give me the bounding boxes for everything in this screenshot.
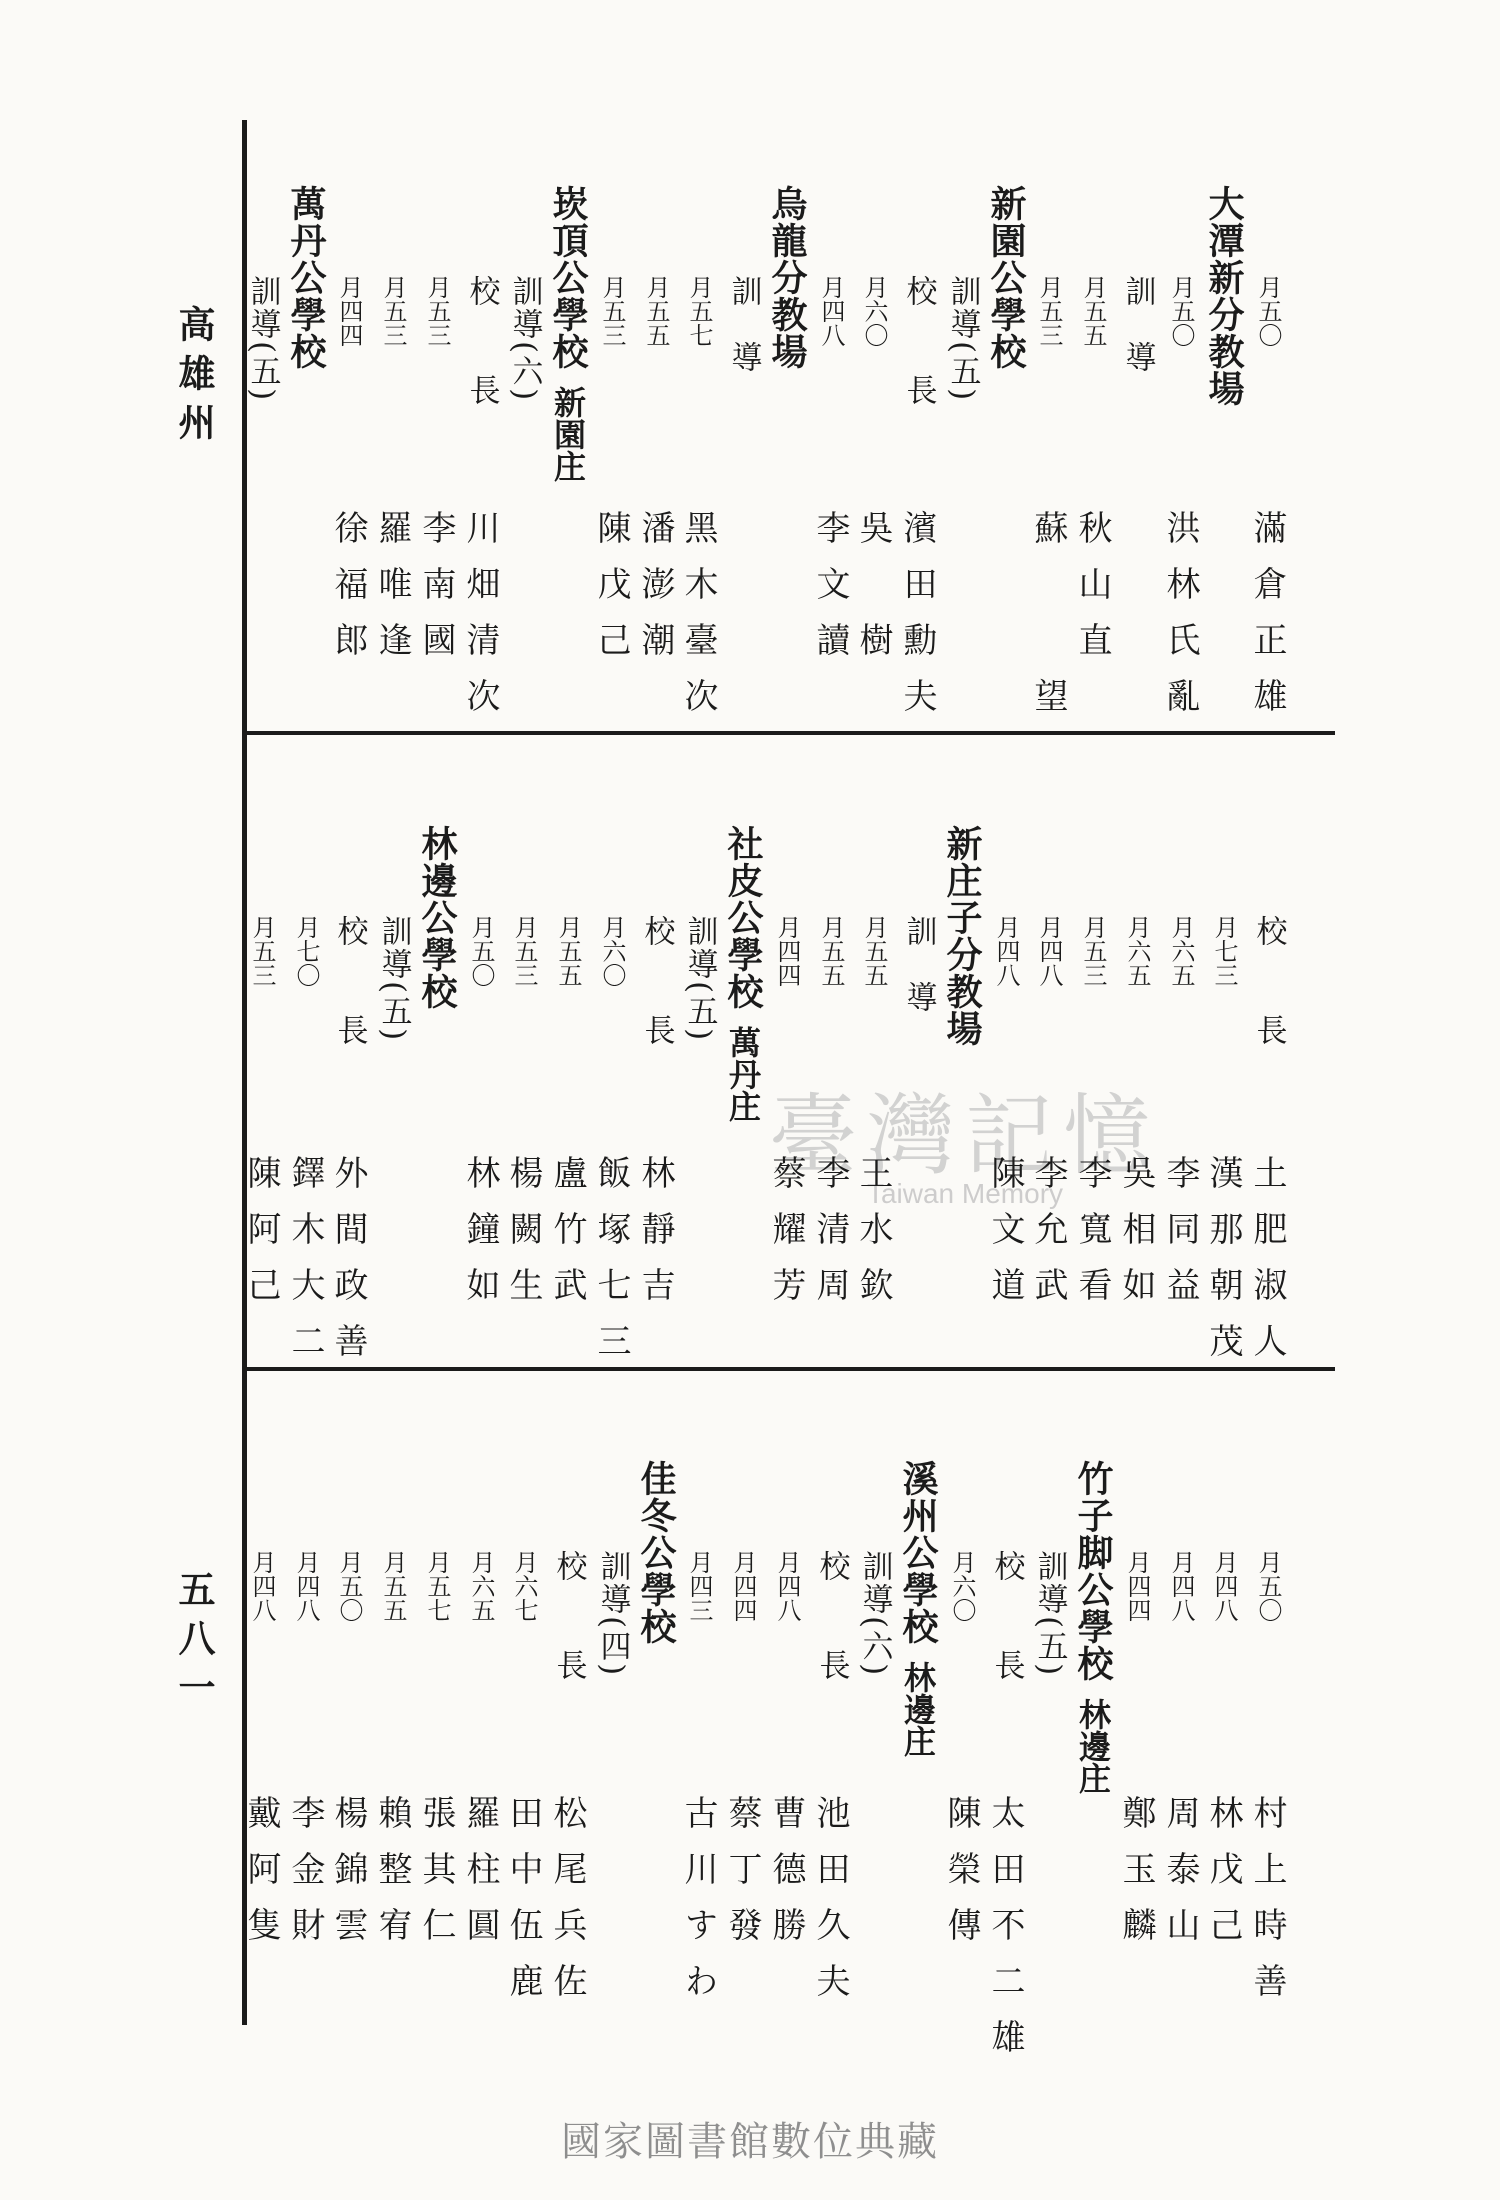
person-name: 松尾兵佐	[547, 1795, 587, 2019]
month-mark: 月四八	[248, 1550, 276, 1622]
entry-column	[1114, 825, 1160, 987]
entry-column	[808, 825, 854, 987]
entry-column	[983, 185, 1029, 370]
place-name: 萬丹庄	[724, 1026, 762, 1122]
school-name: 新園公學校	[985, 185, 1027, 370]
entry-column	[501, 825, 547, 987]
person-name: 李清周	[810, 1155, 850, 1323]
person-name: 陳阿己	[241, 1155, 281, 1323]
month-mark: 月五五	[860, 915, 888, 987]
entry-column	[808, 1460, 854, 1682]
month-mark: 月六五	[1123, 915, 1151, 987]
person-name: 陳戊己	[591, 510, 631, 678]
entry-column	[676, 185, 722, 347]
school-name: 社皮公學校	[722, 825, 764, 1010]
person-name: 羅唯逢	[372, 510, 412, 678]
month-mark: 月五〇	[467, 915, 495, 987]
person-name: 村上時善	[1247, 1795, 1287, 2019]
entry-column	[370, 825, 416, 1042]
entry-column	[283, 1460, 329, 1622]
school-name: 溪州公學校	[897, 1460, 939, 1645]
entry-column	[326, 825, 372, 1047]
month-mark: 月四八	[292, 1550, 320, 1622]
month-mark: 月六〇	[948, 1550, 976, 1622]
month-mark: 月七〇	[292, 915, 320, 987]
entry-column	[720, 825, 766, 1122]
school-name: 林邊公學校	[416, 825, 458, 1010]
entry-column	[895, 825, 941, 1014]
entry-column	[764, 825, 810, 987]
watermark-zh: 臺灣記憶	[768, 1084, 1161, 1187]
month-mark: 月五三	[510, 915, 538, 987]
entry-column	[1245, 825, 1291, 1047]
role-label: 校 長	[1250, 915, 1287, 1047]
entry-column	[370, 1460, 416, 1622]
person-name: 古川すわ	[678, 1795, 718, 2019]
entry-column	[589, 1460, 635, 1677]
school-name: 烏龍分教場	[766, 185, 808, 370]
entry-column	[501, 185, 547, 402]
month-mark: 月五五	[642, 275, 670, 347]
entry-column	[1026, 825, 1072, 987]
entry-column	[895, 1460, 941, 1757]
person-name: 陳文道	[985, 1155, 1025, 1323]
entry-column	[414, 1460, 460, 1622]
entry-column	[1245, 185, 1291, 347]
month-mark: 月四三	[685, 1550, 713, 1622]
role-label: 訓導(六)	[506, 275, 543, 403]
entry-column	[1201, 185, 1247, 407]
entry-column	[633, 185, 679, 347]
person-name: 賴整宥	[372, 1795, 412, 1963]
person-name: 蔡耀芳	[766, 1155, 806, 1323]
person-name: 漢那朝茂	[1203, 1155, 1243, 1379]
entry-column	[458, 825, 504, 987]
person-name: 李文讀	[810, 510, 850, 678]
month-mark: 月五五	[1079, 275, 1107, 347]
month-mark: 月四四	[773, 915, 801, 987]
month-mark: 月四八	[817, 275, 845, 347]
month-mark: 月五五	[379, 1550, 407, 1622]
person-name: 戴阿隻	[241, 1795, 281, 1963]
left-margin-rule	[242, 120, 247, 2025]
role-label: 校 長	[463, 275, 500, 407]
region-label: 高雄州	[172, 305, 216, 452]
role-label: 訓導(五)	[681, 915, 718, 1043]
person-name: 王水欽	[853, 1155, 893, 1323]
entry-column	[1070, 825, 1116, 987]
month-mark: 月四四	[335, 275, 363, 347]
school-name: 佳冬公學校	[635, 1460, 677, 1645]
person-name: 滿倉正雄	[1247, 510, 1287, 734]
entry-column	[764, 1460, 810, 1622]
person-name: 外間政善	[328, 1155, 368, 1379]
entry-column	[851, 185, 897, 347]
entry-column	[1245, 1460, 1291, 1622]
role-label: 訓 導	[725, 275, 762, 374]
month-mark: 月五〇	[1254, 1550, 1282, 1622]
entry-column	[720, 1460, 766, 1622]
entry-column	[1201, 825, 1247, 987]
entry-column	[939, 185, 985, 402]
person-name: 土肥淑人	[1247, 1155, 1287, 1379]
entry-column	[676, 825, 722, 1042]
entry-column	[239, 1460, 285, 1622]
entry-column	[676, 1460, 722, 1622]
person-name: 蔡丁發	[722, 1795, 762, 1963]
person-name: 陳榮傳	[941, 1795, 981, 1963]
entry-column	[283, 185, 329, 370]
role-label: 校 長	[900, 275, 937, 407]
month-mark: 月四八	[773, 1550, 801, 1622]
entry-column	[1114, 185, 1160, 374]
person-name: 盧竹武	[547, 1155, 587, 1323]
month-mark: 月四八	[1167, 1550, 1195, 1622]
month-mark: 月六〇	[598, 915, 626, 987]
role-label: 訓導(五)	[1031, 1550, 1068, 1678]
place-name: 林邊庄	[899, 1661, 937, 1757]
person-name: 周泰山	[1160, 1795, 1200, 1963]
person-name: 徐福郎	[328, 510, 368, 678]
entry-column	[1026, 185, 1072, 347]
entry-column	[458, 1460, 504, 1622]
entry-column	[458, 185, 504, 407]
watermark-en: Taiwan Memory	[866, 1178, 1064, 1210]
month-mark: 月七三	[1210, 915, 1238, 987]
person-name: 李允武	[1028, 1155, 1068, 1323]
month-mark: 月五七	[685, 275, 713, 347]
entry-column	[983, 1460, 1029, 1682]
entry-column	[326, 1460, 372, 1622]
person-name: 洪林氏亂	[1160, 510, 1200, 734]
entry-column	[983, 825, 1029, 987]
entry-column	[939, 1460, 985, 1622]
person-name: 鄭玉麟	[1116, 1795, 1156, 1963]
footer-credit: 國家圖書館數位典藏	[561, 2119, 939, 2165]
entry-column	[1158, 185, 1204, 347]
person-name: 鐸木大二	[285, 1155, 325, 1379]
page-number: 五八一	[172, 1570, 216, 1717]
school-name: 大潭新分教場	[1203, 185, 1245, 407]
person-name: 川畑清次	[460, 510, 500, 734]
person-name: 林戊己	[1203, 1795, 1243, 1963]
person-name: 羅柱圓	[460, 1795, 500, 1963]
entry-column	[370, 185, 416, 347]
month-mark: 月四四	[729, 1550, 757, 1622]
entry-column	[501, 1460, 547, 1622]
person-name: 田中伍鹿	[503, 1795, 543, 2019]
entry-column	[1026, 1460, 1072, 1677]
role-label: 校 長	[638, 915, 675, 1047]
person-name: 楊闕生	[503, 1155, 543, 1323]
person-name: 太田不二雄	[985, 1795, 1025, 2075]
person-name: 吳 樹	[853, 510, 893, 678]
person-name: 池田久夫	[810, 1795, 850, 2019]
entry-column	[808, 185, 854, 347]
entry-column	[239, 825, 285, 987]
month-mark: 月五三	[1035, 275, 1063, 347]
entry-column	[851, 825, 897, 987]
month-mark: 月五五	[554, 915, 582, 987]
role-label: 訓導(五)	[375, 915, 412, 1043]
entry-column	[545, 1460, 591, 1682]
entry-column	[589, 825, 635, 987]
role-label: 訓導(四)	[594, 1550, 631, 1678]
school-name: 崁頂公學校	[547, 185, 589, 370]
role-label: 訓導(五)	[244, 275, 281, 403]
entry-column	[545, 185, 591, 482]
month-mark: 月五〇	[335, 1550, 363, 1622]
entry-column	[633, 825, 679, 1047]
entry-column	[1070, 185, 1116, 347]
role-label: 校 長	[331, 915, 368, 1047]
month-mark: 月六七	[510, 1550, 538, 1622]
person-name: 秋山直	[1072, 510, 1112, 678]
role-label: 校 長	[813, 1550, 850, 1682]
entry-column	[720, 185, 766, 374]
month-mark: 月四八	[992, 915, 1020, 987]
role-label: 校 長	[988, 1550, 1025, 1682]
place-name: 林邊庄	[1074, 1698, 1112, 1794]
school-name: 竹子脚公學校	[1072, 1460, 1114, 1682]
entry-column	[1201, 1460, 1247, 1622]
person-name: 蘇 望	[1028, 510, 1068, 734]
person-name: 李同益	[1160, 1155, 1200, 1323]
person-name: 張其仁	[416, 1795, 456, 1963]
person-name: 楊錦雲	[328, 1795, 368, 1963]
school-name: 新庄子分教場	[941, 825, 983, 1047]
entry-column	[545, 825, 591, 987]
entry-column	[633, 1460, 679, 1645]
role-label: 校 長	[550, 1550, 587, 1682]
person-name: 飯塚七三	[591, 1155, 631, 1379]
entry-column	[851, 1460, 897, 1677]
month-mark: 月五三	[248, 915, 276, 987]
month-mark: 月四八	[1035, 915, 1063, 987]
entry-column	[239, 185, 285, 402]
person-name: 李南國	[416, 510, 456, 678]
role-label: 訓 導	[1119, 275, 1156, 374]
person-name: 黑木臺次	[678, 510, 718, 734]
person-name: 李寬看	[1072, 1155, 1112, 1323]
place-name: 新園庄	[549, 386, 587, 482]
month-mark: 月四四	[1123, 1550, 1151, 1622]
entry-column	[589, 185, 635, 347]
entry-column	[1070, 1460, 1116, 1794]
entry-column	[939, 825, 985, 1047]
month-mark: 月四八	[1210, 1550, 1238, 1622]
month-mark: 月五〇	[1254, 275, 1282, 347]
person-name: 林鐘如	[460, 1155, 500, 1323]
month-mark: 月五〇	[1167, 275, 1195, 347]
person-name: 吳相如	[1116, 1155, 1156, 1323]
entry-column	[414, 825, 460, 1010]
entry-column	[764, 185, 810, 370]
entry-column	[414, 185, 460, 347]
school-name: 萬丹公學校	[285, 185, 327, 370]
entry-column	[1158, 1460, 1204, 1622]
person-name: 曹德勝	[766, 1795, 806, 1963]
month-mark: 月五三	[423, 275, 451, 347]
entry-column	[326, 185, 372, 347]
month-mark: 月五三	[598, 275, 626, 347]
section-divider-2	[242, 1367, 1335, 1371]
entry-column	[895, 185, 941, 407]
role-label: 訓 導	[900, 915, 937, 1014]
entry-column	[1158, 825, 1204, 987]
person-name: 李金財	[285, 1795, 325, 1963]
month-mark: 月六〇	[860, 275, 888, 347]
entry-column	[283, 825, 329, 987]
person-name: 林靜吉	[635, 1155, 675, 1323]
month-mark: 月五七	[423, 1550, 451, 1622]
entry-column	[1114, 1460, 1160, 1622]
month-mark: 月五三	[1079, 915, 1107, 987]
person-name: 潘澎潮	[635, 510, 675, 678]
month-mark: 月六五	[1167, 915, 1195, 987]
role-label: 訓導(五)	[944, 275, 981, 403]
month-mark: 月五三	[379, 275, 407, 347]
month-mark: 月五五	[817, 915, 845, 987]
month-mark: 月六五	[467, 1550, 495, 1622]
role-label: 訓導(六)	[856, 1550, 893, 1678]
person-name: 濱田勳夫	[897, 510, 937, 734]
